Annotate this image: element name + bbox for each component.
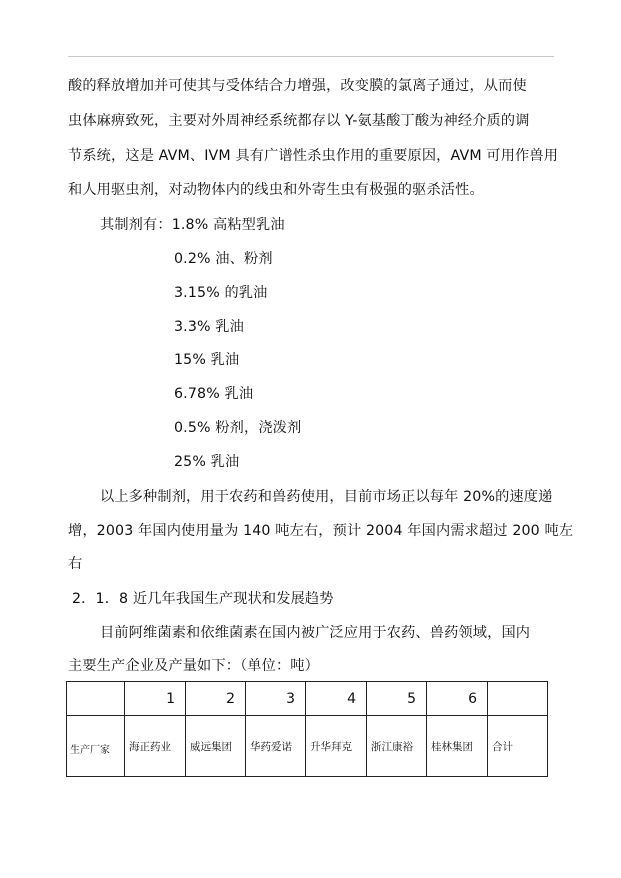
table-row-header: 生产厂家 — [67, 716, 125, 777]
formulation-item: 15% 乳油 — [174, 352, 240, 368]
table-cell: 3 — [246, 682, 306, 716]
table-cell: 华药爱诺 — [246, 716, 306, 777]
paragraph-line: 主要生产企业及产量如下：（单位：吨） — [68, 658, 319, 674]
paragraph-line: 酸的释放增加并可使其与受体结合力增强，改变膜的氯离子通过，从而使 — [68, 78, 527, 94]
section-heading: 2．1．8 近几年我国生产现状和发展趋势 — [72, 591, 334, 607]
formulation-item: 3.15% 的乳油 — [174, 285, 268, 301]
table-cell: 升华拜克 — [306, 716, 367, 777]
paragraph-line: 右 — [68, 556, 83, 572]
table-cell: 2 — [186, 682, 246, 716]
paragraph-line: 以上多种制剂，用于农药和兽药使用，目前市场正以每年 20%的速度递 — [100, 489, 553, 505]
production-table — [66, 681, 548, 777]
formulations-intro — [100, 214, 285, 234]
formulation-item: 25% 乳油 — [174, 454, 240, 470]
table-cell: 6 — [427, 682, 488, 716]
paragraph-line: 虫体麻痹致死，主要对外周神经系统都存以 Y-氨基酸丁酸为神经介质的调 — [68, 113, 530, 129]
table-cell: 威远集团 — [186, 716, 246, 777]
paragraph-line: 和人用驱虫剂，对动物体内的线虫和外寄生虫有极强的驱杀活性。 — [68, 182, 484, 198]
table-cell: 桂林集团 — [427, 716, 488, 777]
table-cell — [67, 682, 125, 716]
table-cell: 1 — [125, 682, 186, 716]
table-cell: 4 — [306, 682, 367, 716]
table-row — [67, 716, 548, 777]
table-cell: 合计 — [488, 716, 548, 777]
formulation-item: 3.3% 乳油 — [174, 319, 244, 335]
table-cell: 海正药业 — [125, 716, 186, 777]
table-cell — [488, 682, 548, 716]
paragraph-line: 节系统，这是 AVM、IVM 具有广谱性杀虫作用的重要原因，AVM 可用作兽用 — [68, 148, 559, 164]
formulations-intro-label: 其制剂有： — [100, 217, 172, 233]
formulation-item: 1.8% 高粘型乳油 — [171, 217, 285, 233]
paragraph-line: 增，2003 年国内使用量为 140 吨左右，预计 2004 年国内需求超过 200 吨左 — [68, 523, 574, 539]
formulation-item: 0.2% 油、粉剂 — [174, 251, 273, 267]
table-cell: 浙江康裕 — [367, 716, 427, 777]
table-row — [67, 682, 548, 716]
formulation-item: 0.5% 粉剂，浇泼剂 — [174, 420, 302, 436]
formulation-item: 6.78% 乳油 — [174, 386, 254, 402]
header-rule — [68, 56, 554, 57]
paragraph-line: 目前阿维菌素和依维菌素在国内被广泛应用于农药、兽药领域，国内 — [100, 625, 531, 641]
table-cell: 5 — [367, 682, 427, 716]
